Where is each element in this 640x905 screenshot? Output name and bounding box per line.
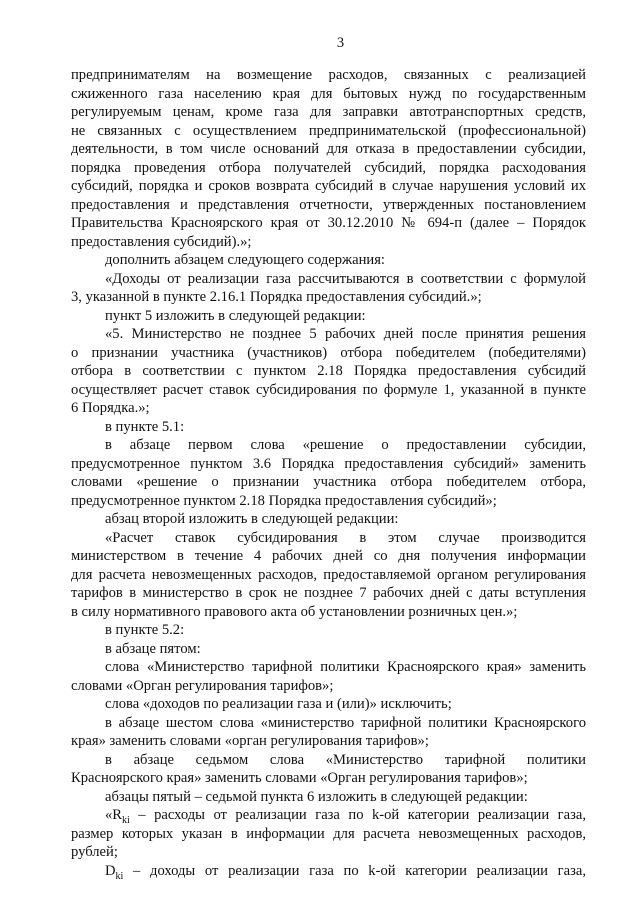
paragraph-line: пункт 5 изложить в следующей редакции: <box>105 307 366 324</box>
formula-r-line-3: рублей; <box>71 844 118 860</box>
paragraph <box>71 270 586 307</box>
paragraph-line: предусмотренное пунктом 3.6 Порядка предоставления субсидий» заменить <box>71 455 586 472</box>
formula-r-paragraph <box>71 806 586 862</box>
page-number: 3 <box>336 35 345 51</box>
paragraph-line: предоставления субсидий).»; <box>71 233 252 250</box>
formula-r-open-quote: « <box>105 807 113 823</box>
paragraph-line: предпринимателям на возмещение расходов, связанных с реализацией <box>71 67 586 83</box>
paragraph-line: для расчета невозмещенных расходов, предоставляемой органом регулирования <box>71 566 586 583</box>
paragraph-line: сжиженного газа населению края для бытовых нужд по государственным <box>71 85 586 102</box>
paragraph-line: «Доходы от реализации газа рассчитываются в соответствии с формулой <box>105 270 586 287</box>
formula-d-paragraph <box>71 862 586 881</box>
paragraph-line: отбора в соответствии с пунктом 2.18 Порядка предоставления субсидий <box>71 363 586 379</box>
paragraph <box>71 436 586 510</box>
paragraph-line: словами «решение о признании участника отбора победителем отбора, <box>71 474 586 490</box>
paragraph <box>71 714 586 751</box>
paragraph-line: абзацы пятый – седьмой пункта 6 изложить в следующей редакции: <box>105 788 528 805</box>
paragraph-line: Красноярского края» заменить словами «Орган регулирования тарифов»; <box>71 770 528 786</box>
paragraph-line: 3, указанной в пункте 2.16.1 Порядка предоставления субсидий.»; <box>71 289 482 305</box>
paragraph-line: в абзаце шестом слова «министерство тарифной политики Красноярского <box>105 714 586 731</box>
paragraph <box>71 510 586 529</box>
paragraph-line: края» заменить словами «орган регулирования тарифов»; <box>71 733 429 749</box>
paragraph-line: не связанных с осуществлением предпринимательской (профессиональной) <box>71 122 586 139</box>
paragraph-line: слова «доходов по реализации газа и (или)» исключить; <box>105 696 452 712</box>
document-body <box>71 66 586 806</box>
paragraph-line: в абзаце первом слова «решение о предоставлении субсидии, <box>105 437 586 453</box>
paragraph <box>71 695 586 714</box>
formula-r-line-1 <box>71 806 586 825</box>
paragraph-line: «5. Министерство не позднее 5 рабочих дней после принятия решения <box>105 326 586 342</box>
paragraph <box>71 621 586 640</box>
paragraph-line: «Расчет ставок субсидирования в этом случае производится <box>105 529 586 546</box>
paragraph-line: деятельности, в том числе оснований для отказа в предоставлении субсидии, <box>71 141 586 157</box>
paragraph-line: абзац второй изложить в следующей редакции: <box>105 511 399 527</box>
paragraph-line: дополнить абзацем следующего содержания: <box>105 252 385 268</box>
paragraph-line: в абзаце седьмом слова «Министерство тарифной политики <box>105 751 586 768</box>
paragraph <box>71 325 586 418</box>
paragraph-line: слова «Министерство тарифной политики Красноярского края» заменить <box>105 659 586 675</box>
paragraph <box>71 658 586 695</box>
paragraph-line: регулируемым ценам, кроме газа для заправки автотранспортных средств, <box>71 104 586 120</box>
formula-r-line-2: размер которых указан в информации для расчета невозмещенных расходов, <box>71 825 586 842</box>
document-page <box>71 34 586 880</box>
paragraph-line: о признании участника (участников) отбора победителем (победителями) <box>71 344 586 361</box>
paragraph <box>71 66 586 251</box>
paragraph-line: осуществляет расчет ставок субсидирования по формуле 1, указанной в пункте <box>71 381 586 398</box>
paragraph-line: в силу нормативного правового акта об установлении розничных цен.»; <box>71 603 518 620</box>
paragraph-line: в пункте 5.2: <box>105 622 185 638</box>
paragraph-line: Правительства Красноярского края от 30.12.2010 № 694-п (далее – Порядок <box>71 215 586 231</box>
formula-r-subscript: ki <box>122 814 130 826</box>
paragraph <box>71 640 586 659</box>
paragraph <box>71 751 586 788</box>
paragraph-line: предусмотренное пунктом 2.18 Порядка предоставления субсидий»; <box>71 492 497 509</box>
paragraph-line: в абзаце пятом: <box>105 640 201 657</box>
paragraph <box>71 788 586 807</box>
paragraph-line: субсидий, порядка и сроков возврата субсидий в случае нарушения условий их <box>71 178 586 194</box>
formula-r-text: – расходы от реализации газа по k-ой категории реализации газа, <box>129 807 586 823</box>
formula-d-symbol: D <box>105 862 116 879</box>
paragraph-line: словами «Орган регулирования тарифов»; <box>71 677 334 694</box>
paragraph-line: порядка проведения отбора получателей субсидий, порядка расходования <box>71 159 586 176</box>
paragraph-line: предоставления и представления отчетности, утвержденных постановлением <box>71 196 586 213</box>
formula-r-symbol: R <box>112 807 123 823</box>
paragraph-line: 6 Порядка.»; <box>71 400 150 416</box>
formula-d-text: – доходы от реализации газа по k-ой категории реализации газа, <box>123 862 586 879</box>
paragraph <box>71 418 586 437</box>
paragraph-line: тарифов в министерство в срок не позднее 7 рабочих дней с даты вступления <box>71 585 586 601</box>
paragraph <box>71 529 586 622</box>
paragraph-line: министерством в течение 4 рабочих дней со дня получения информации <box>71 548 586 564</box>
paragraph <box>71 251 586 270</box>
formula-d-subscript: ki <box>115 870 124 882</box>
paragraph-line: в пункте 5.1: <box>105 418 185 435</box>
paragraph <box>71 307 586 326</box>
formula-d-line-1 <box>71 862 586 881</box>
